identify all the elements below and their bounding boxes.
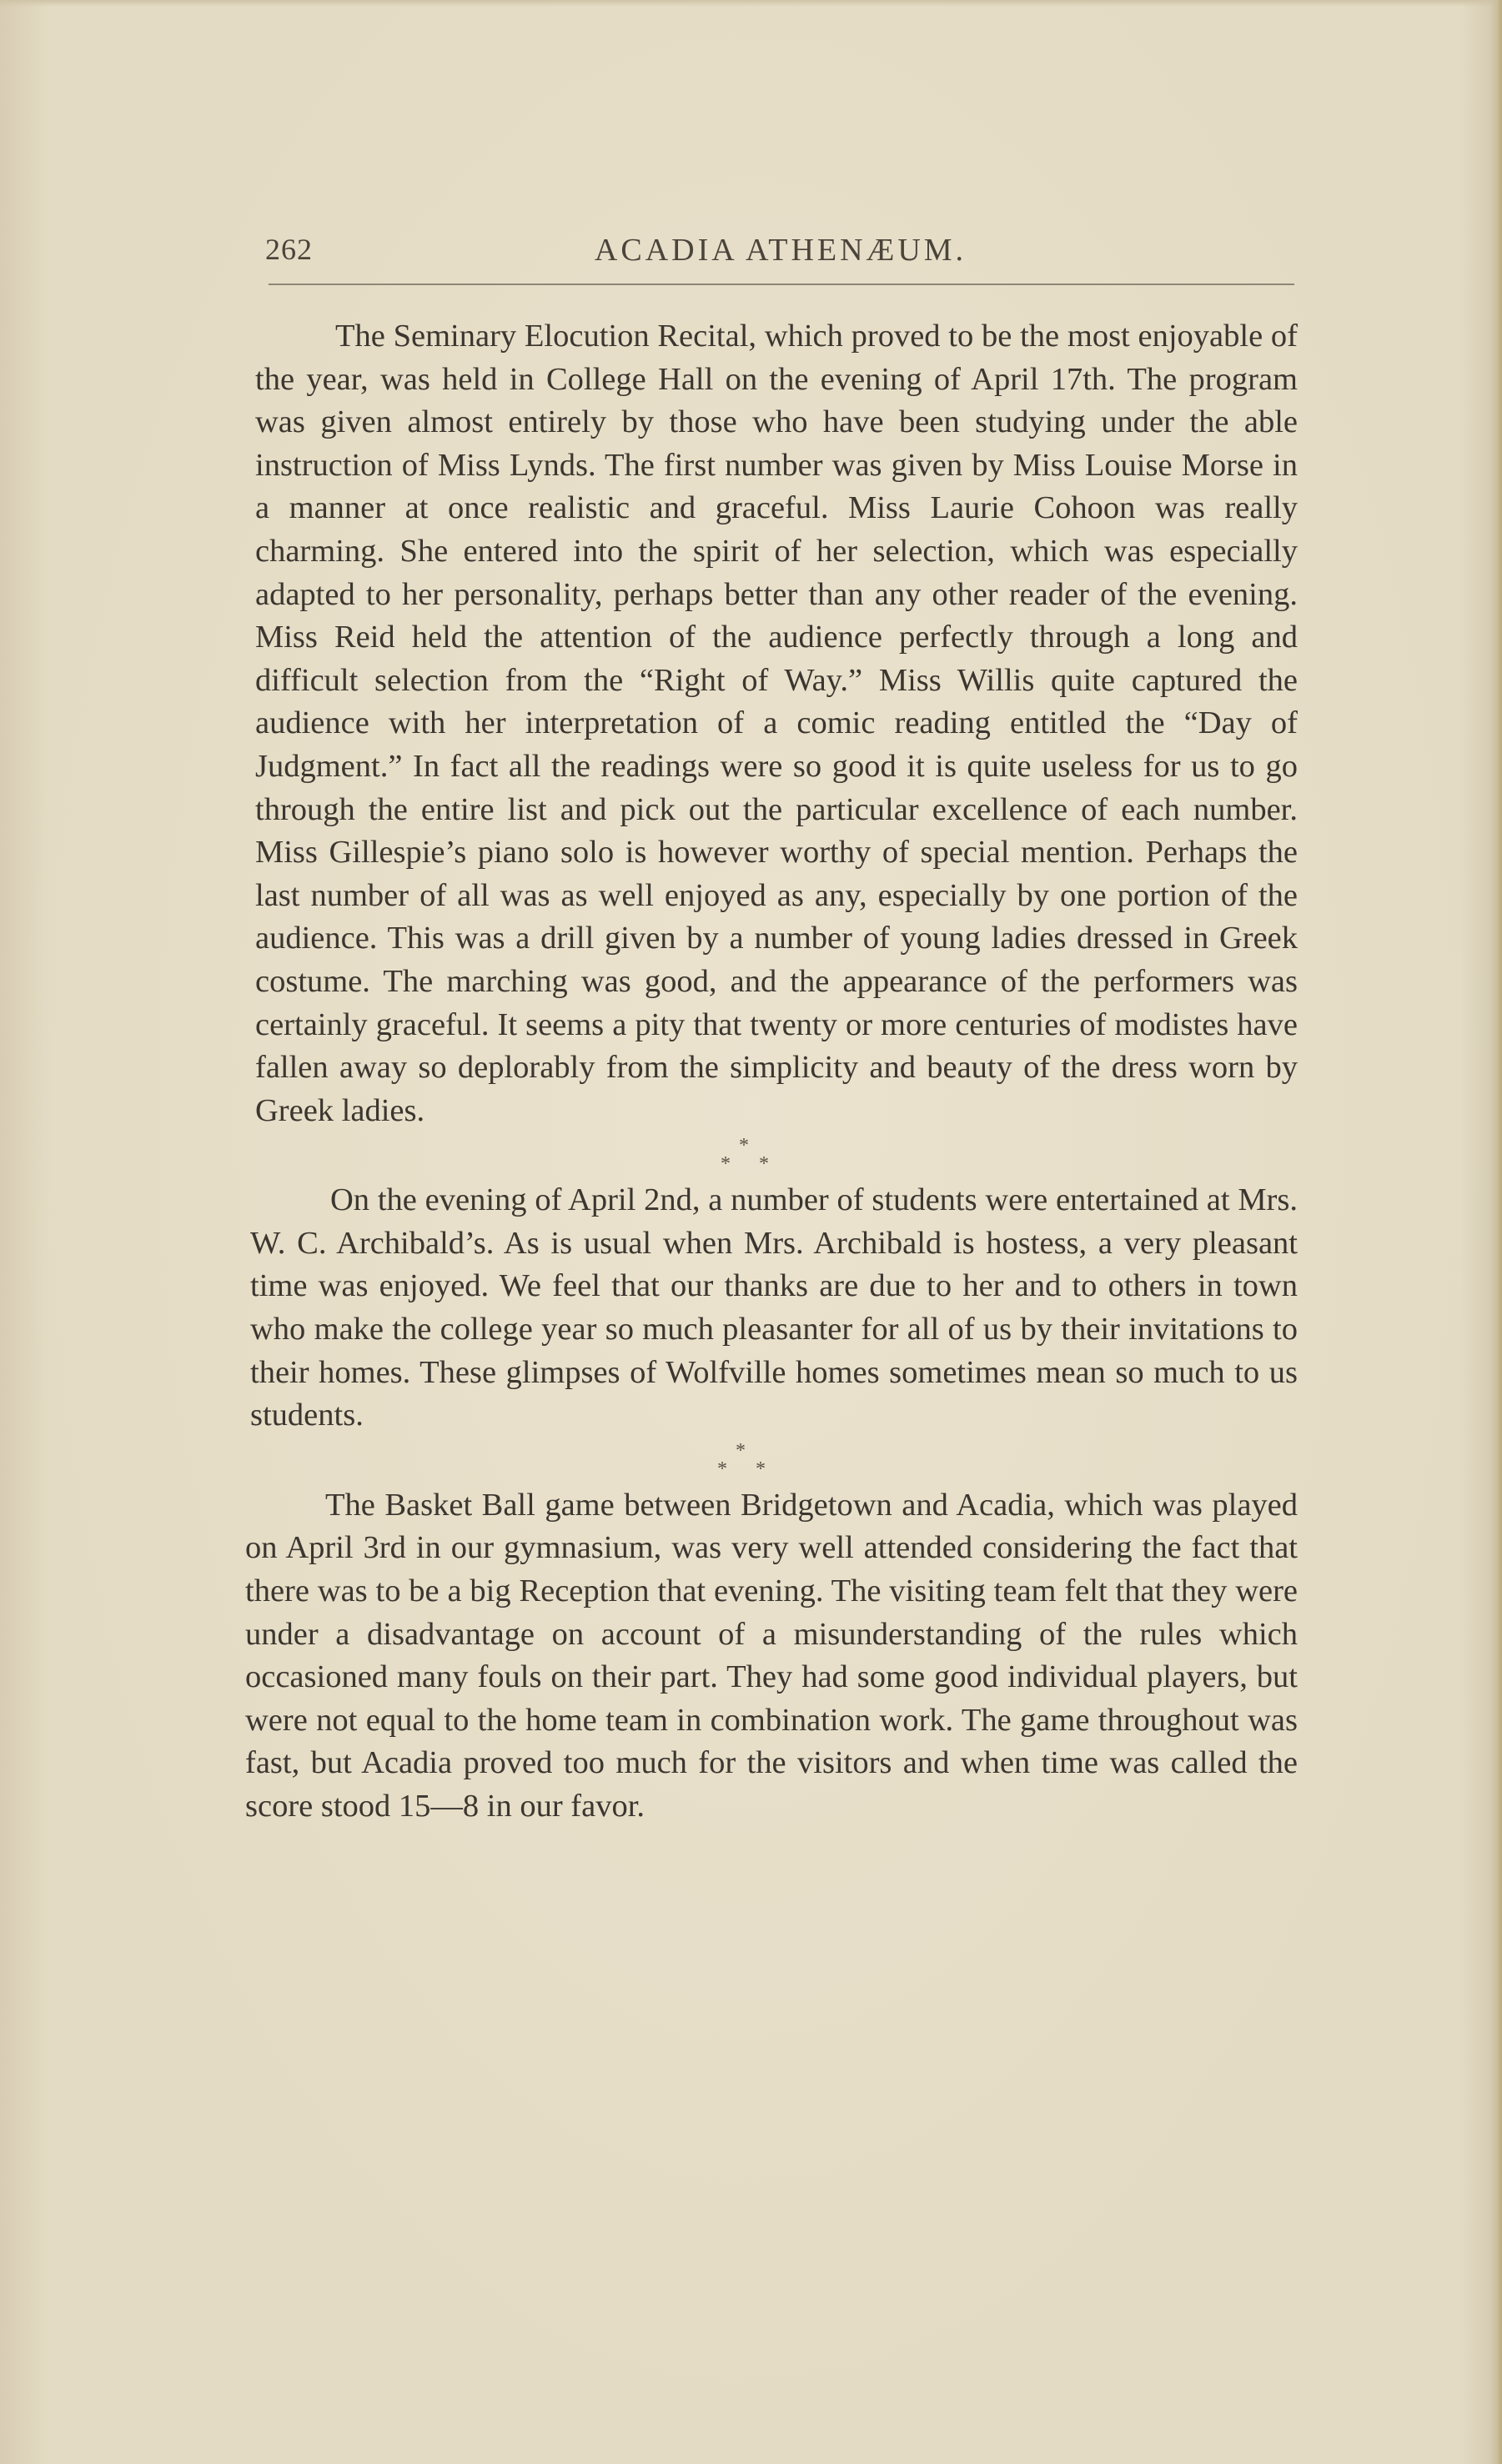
page-header: [265, 227, 1296, 277]
paragraph-archibald-evening: On the evening of April 2nd, a number of students were entertained at Mrs. W. C. Archibald’s. As is usual when Mrs. Archibald is hostess, a very pleasant time was enjoyed. We feel that our thanks are due to her and to others in town who make the college year so much pleasanter for all of us by their invitations to their homes. These glimpses of Wolfville homes sometimes mean so much to us students.: [250, 1182, 1298, 1433]
separator-star: *: [756, 1458, 766, 1480]
page-number: 262: [265, 233, 313, 266]
separator-star: *: [739, 1135, 749, 1157]
header-rule: [269, 284, 1294, 285]
separator-star: *: [717, 1458, 727, 1480]
running-title: ACADIA ATHENÆUM.: [594, 233, 967, 268]
page-right-edge: [1490, 0, 1502, 2464]
section-separator: [249, 1132, 1298, 1179]
page-top-edge: [0, 0, 1502, 7]
separator-star: *: [759, 1153, 769, 1176]
paragraph-elocution-recital: The Seminary Elocution Recital, which proved to be the most enjoyable of the year, was held in College Hall on the evening of April 17th. The program was given almost entirely by those who have been studying under the able instruction of Miss Lynds. The first number was given by Miss Louise Morse in a manner at once realistic and graceful. Miss Laurie Cohoon was really charming. She entered into the spirit of her selection, which was especially adapted to her personality, perhaps better than any other reader of the evening. Miss Reid held the attention of the audience perfectly through a long and difficult selection from the “Right of Way.” Miss Willis quite captured the audience with her interpretation of a comic reading entitled the “Day of Judgment.” In fact all the readings were so good it is quite useless for us to go through the entire list and pick out the particular excellence of each number. Miss Gillespie’s piano solo is however worthy of special mention. Perhaps the last number of all was as well enjoyed as any, especially by one portion of the audience. This was a drill given by a number of young ladies dressed in Greek costume. The marching was good, and the appearance of the performers was certainly graceful. It seems a pity that twenty or more centuries of modistes have fallen away so deplorably from the simplicity and beauty of the dress worn by Greek ladies.: [255, 319, 1298, 1128]
article-body: [245, 315, 1298, 1829]
section-separator: [249, 1438, 1298, 1484]
separator-star: *: [736, 1439, 746, 1462]
paragraph-basket-ball-game: The Basket Ball game between Bridgetown and Acadia, which was played on April 3rd in our gymnasium, was very well attended considering the fact that there was to be a big Reception that evening. The visiting team felt that they were under a disadvantage on account of a misunderstanding of the rules which occasioned many fouls on their part. They had some good individual players, but were not equal to the home team in combination work. The game throughout was fast, but Acadia proved too much for the visitors and when time was called the score stood 15—8 in our favor.: [245, 1487, 1298, 1824]
separator-star: *: [721, 1153, 731, 1176]
